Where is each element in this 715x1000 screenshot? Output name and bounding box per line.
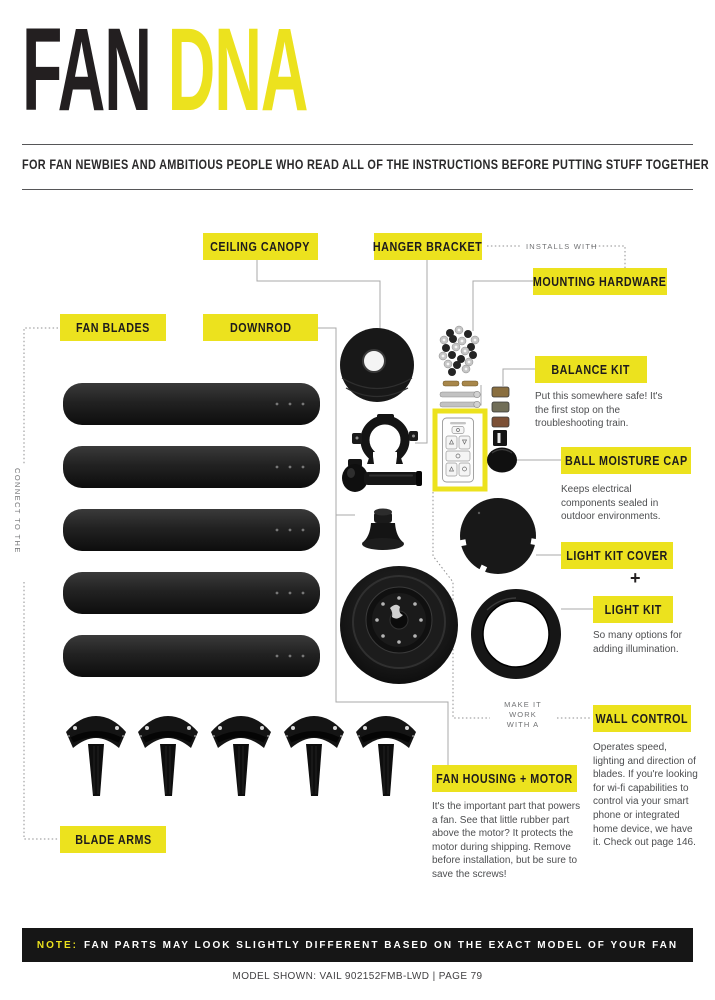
desc-light-kit: So many options for adding illumination. (593, 630, 682, 655)
light-kit-cover-image (457, 498, 541, 575)
ball-moisture-cap-image (487, 448, 517, 473)
installs-with-text: INSTALLS WITH (526, 242, 598, 251)
label-light-kit-text: LIGHT KIT (604, 602, 662, 617)
motor-rubber-part-image (362, 509, 404, 551)
label-downrod (203, 314, 318, 341)
label-hanger-bracket (374, 233, 482, 260)
label-fan-blades (60, 314, 166, 341)
hanger-bracket-image (352, 414, 418, 466)
model-shown-text: MODEL SHOWN: VAIL 902152FMB-LWD | PAGE 79 (232, 971, 483, 982)
label-blade-arms (60, 826, 166, 853)
blade-arms-image (66, 716, 416, 796)
label-fan-housing-motor (432, 765, 577, 792)
label-wall-control (593, 705, 691, 732)
label-balance-kit-text: BALANCE KIT (551, 362, 631, 377)
desc-ball-moisture-cap: Keeps electrical components sealed in outdoor environments. (561, 484, 661, 523)
desc-fan-housing-motor: It's the important part that powers a fan. See that little rubber part above the motor? It protects the motor during shipping. Remove before installation, but be sure to save the screws! (432, 801, 581, 880)
label-ceiling-canopy-text: CEILING CANOPY (210, 239, 311, 254)
make-it-work-line3: WITH A (506, 720, 540, 729)
label-wall-control-text: WALL CONTROL (595, 711, 689, 726)
label-downrod-text: DOWNROD (229, 320, 292, 335)
label-light-kit-cover-text: LIGHT KIT COVER (566, 548, 668, 563)
connect-to-the-text: CONNECT TO THE (13, 468, 22, 554)
label-blade-arms-text: BLADE ARMS (74, 832, 152, 847)
desc-wall-control: Operates speed, lighting and direction of blades. If you're looking for wi-fi capabilities to control via your smart phone or integrated home device, we have it. Check out page 146. (593, 742, 698, 849)
remote-control-image (435, 411, 485, 489)
page-title-fan: FAN (22, 4, 151, 136)
page-subtitle: FOR FAN NEWBIES AND AMBITIOUS PEOPLE WHO READ ALL OF THE INSTRUCTIONS BEFORE PUTTING STUFF TOGETHER (22, 156, 709, 172)
fan-housing-motor-image (340, 566, 458, 684)
label-mounting-hardware (533, 268, 667, 295)
label-balance-kit (535, 356, 647, 383)
desc-balance-kit: Put this somewhere safe! It's the first stop on the troubleshooting train. (535, 391, 663, 430)
fan-blades-image (63, 383, 320, 677)
balance-kit-image (492, 387, 509, 446)
light-kit-image (471, 589, 561, 679)
label-fan-housing-motor-text: FAN HOUSING + MOTOR (436, 771, 573, 786)
label-ceiling-canopy (203, 233, 318, 260)
label-fan-blades-text: FAN BLADES (76, 320, 150, 335)
mounting-hardware-image (439, 326, 480, 408)
ceiling-canopy-image (340, 328, 414, 402)
make-it-work-with-a-text (490, 700, 556, 730)
label-mounting-hardware-text: MOUNTING HARDWARE (533, 274, 667, 289)
label-light-kit (593, 596, 673, 623)
make-it-work-line2: WORK (509, 710, 537, 719)
page-title-dna: DNA (167, 4, 308, 136)
label-light-kit-cover (561, 542, 673, 569)
label-ball-moisture-cap-text: BALL MOISTURE CAP (564, 453, 688, 468)
note-bar (22, 928, 693, 962)
make-it-work-line1: MAKE IT (504, 700, 542, 709)
note-label: NOTE: (36, 939, 78, 951)
plus-sign: + (630, 568, 641, 588)
label-hanger-bracket-text: HANGER BRACKET (373, 239, 483, 254)
label-ball-moisture-cap (561, 447, 691, 474)
note-text: FAN PARTS MAY LOOK SLIGHTLY DIFFERENT BASED ON THE EXACT MODEL OF YOUR FAN (83, 939, 679, 951)
